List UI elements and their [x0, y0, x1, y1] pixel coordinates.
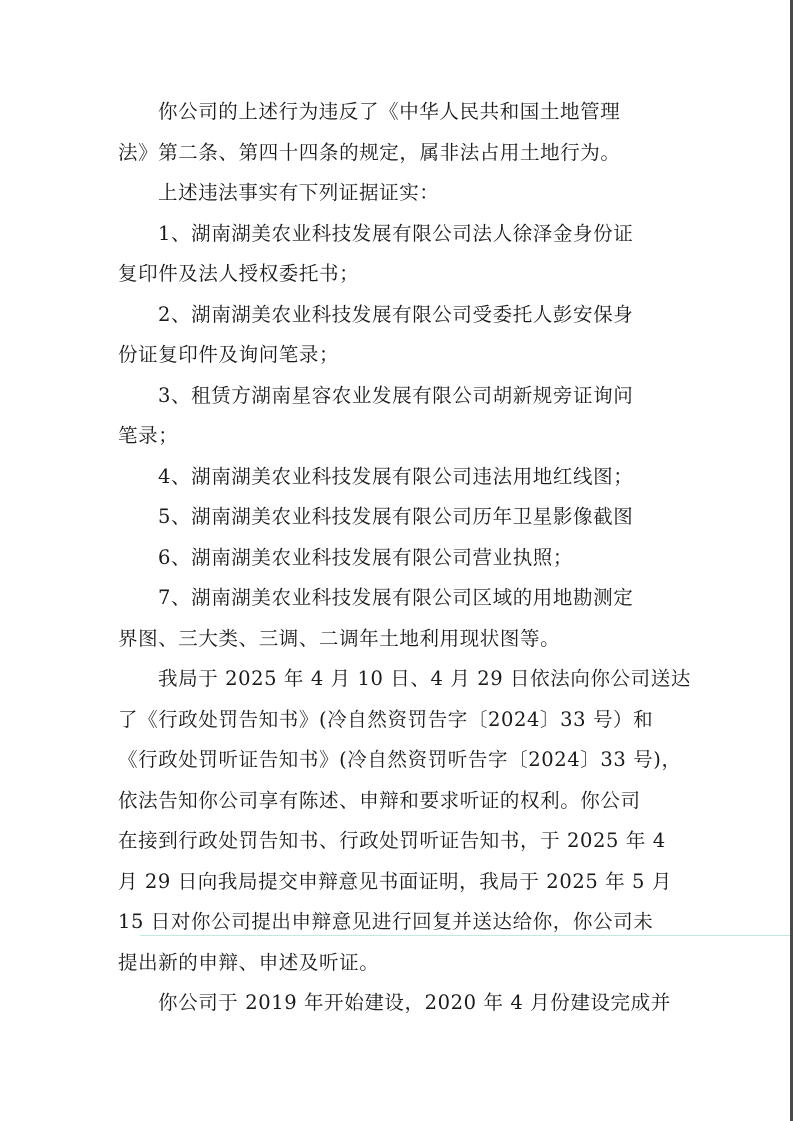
text-line: 1、湖南湖美农业科技发展有限公司法人徐泽金身份证 [158, 221, 634, 245]
text-line: 份证复印件及询问笔录； [118, 343, 340, 366]
text-line: 提出新的申辩、申述及听证。 [118, 950, 380, 974]
text-line: 3、租赁方湖南星容农业发展有限公司胡新规旁证询问 [158, 383, 634, 407]
text-line: 2、湖南湖美农业科技发展有限公司受委托人彭安保身 [158, 302, 634, 326]
text-line: 界图、三大类、三调、二调年土地利用现状图等。 [118, 626, 561, 650]
document-body [118, 92, 691, 1024]
text-line: 7、湖南湖美农业科技发展有限公司区域的用地勘测定 [158, 586, 634, 609]
text-line: 复印件及法人授权委托书； [118, 262, 360, 285]
text-line: 了《行政处罚告知书》(冷自然资罚告字〔2024〕33 号）和 [118, 707, 654, 731]
text-line: 月 29 日向我局提交申辩意见书面证明，我局于 2025 年 5 月 [118, 869, 672, 893]
text-line: 《行政处罚听证告知书》(冷自然资罚听告字〔2024〕33 号)， [118, 748, 682, 771]
text-line: 上述违法事实有下列证据证实： [158, 181, 440, 204]
scan-artifact-line [140, 935, 793, 936]
text-line: 法》第二条、第四十四条的规定，属非法占用土地行为。 [118, 140, 621, 164]
text-line: 你公司于 2019 年开始建设，2020 年 4 月份建设完成并 [158, 991, 671, 1014]
text-line: 在接到行政处罚告知书、行政处罚听证告知书，于 2025 年 4 [118, 829, 666, 852]
text-line: 4、湖南湖美农业科技发展有限公司违法用地红线图； [158, 464, 634, 488]
text-line: 我局于 2025 年 4 月 10 日、4 月 29 日依法向你公司送达 [158, 667, 691, 690]
text-line: 笔录； [118, 424, 179, 447]
text-line: 6、湖南湖美农业科技发展有限公司营业执照； [158, 545, 574, 569]
text-line: 依法告知你公司享有陈述、申辩和要求听证的权利。你公司 [118, 788, 641, 812]
text-line: 你公司的上述行为违反了《中华人民共和国土地管理 [158, 100, 621, 123]
text-line: 5、湖南湖美农业科技发展有限公司历年卫星影像截图 [158, 505, 634, 528]
text-line: 15 日对你公司提出申辩意见进行回复并送达给你，你公司未 [118, 910, 654, 933]
